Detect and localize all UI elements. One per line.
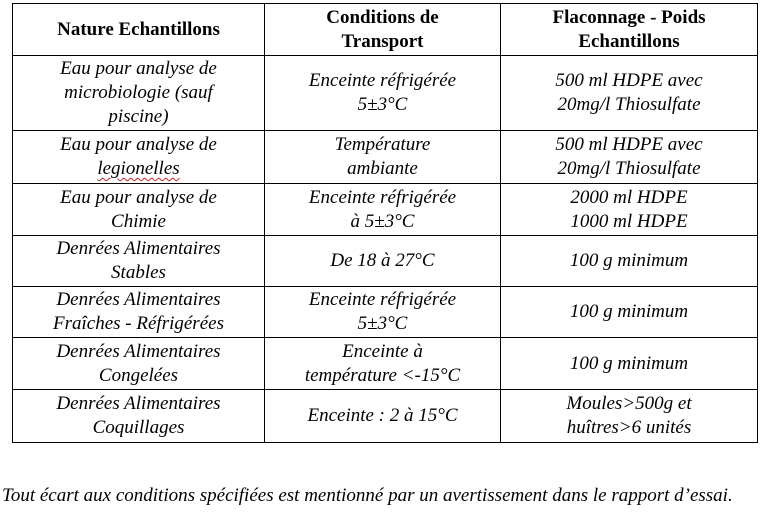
cell-packaging: 500 ml HDPE avec 20mg/l Thiosulfate <box>501 56 758 131</box>
cell-nature: Eau pour analyse de microbiologie (sauf piscine) <box>13 56 265 131</box>
table-row <box>13 56 758 131</box>
cell-transport: Température ambiante <box>265 131 501 184</box>
table-row <box>13 390 758 443</box>
table-row <box>13 338 758 390</box>
cell-packaging: 2000 ml HDPE 1000 ml HDPE <box>501 184 758 236</box>
cell-packaging: 100 g minimum <box>501 236 758 287</box>
cell-packaging: 100 g minimum <box>501 338 758 390</box>
cell-nature: Eau pour analyse de Chimie <box>13 184 265 236</box>
header-transport-conditions: Conditions de Transport <box>265 4 501 56</box>
cell-transport: Enceinte réfrigérée à 5±3°C <box>265 184 501 236</box>
cell-packaging: Moules>500g et huîtres>6 unités <box>501 390 758 443</box>
cell-transport: Enceinte à température <-15°C <box>265 338 501 390</box>
cell-transport: De 18 à 27°C <box>265 236 501 287</box>
cell-transport: Enceinte : 2 à 15°C <box>265 390 501 443</box>
header-packaging-weight: Flaconnage - Poids Echantillons <box>501 4 758 56</box>
table-row <box>13 287 758 338</box>
cell-nature: Eau pour analyse de legionelles <box>13 131 265 184</box>
table-row <box>13 184 758 236</box>
footer-note: Tout écart aux conditions spécifiées est mentionné par un avertissement dans le rapport d’essai. <box>2 485 733 506</box>
sample-conditions-table <box>12 3 758 443</box>
cell-packaging: 500 ml HDPE avec 20mg/l Thiosulfate <box>501 131 758 184</box>
table-header-row <box>13 4 758 56</box>
cell-nature: Denrées Alimentaires Fraîches - Réfrigérées <box>13 287 265 338</box>
header-nature: Nature Echantillons <box>13 4 265 56</box>
spellcheck-underlined-word: legionelles <box>97 158 180 179</box>
cell-transport: Enceinte réfrigérée 5±3°C <box>265 287 501 338</box>
table-row <box>13 131 758 184</box>
table-row <box>13 236 758 287</box>
cell-packaging: 100 g minimum <box>501 287 758 338</box>
cell-nature: Denrées Alimentaires Congelées <box>13 338 265 390</box>
cell-transport: Enceinte réfrigérée 5±3°C <box>265 56 501 131</box>
cell-nature: Denrées Alimentaires Stables <box>13 236 265 287</box>
cell-nature: Denrées Alimentaires Coquillages <box>13 390 265 443</box>
